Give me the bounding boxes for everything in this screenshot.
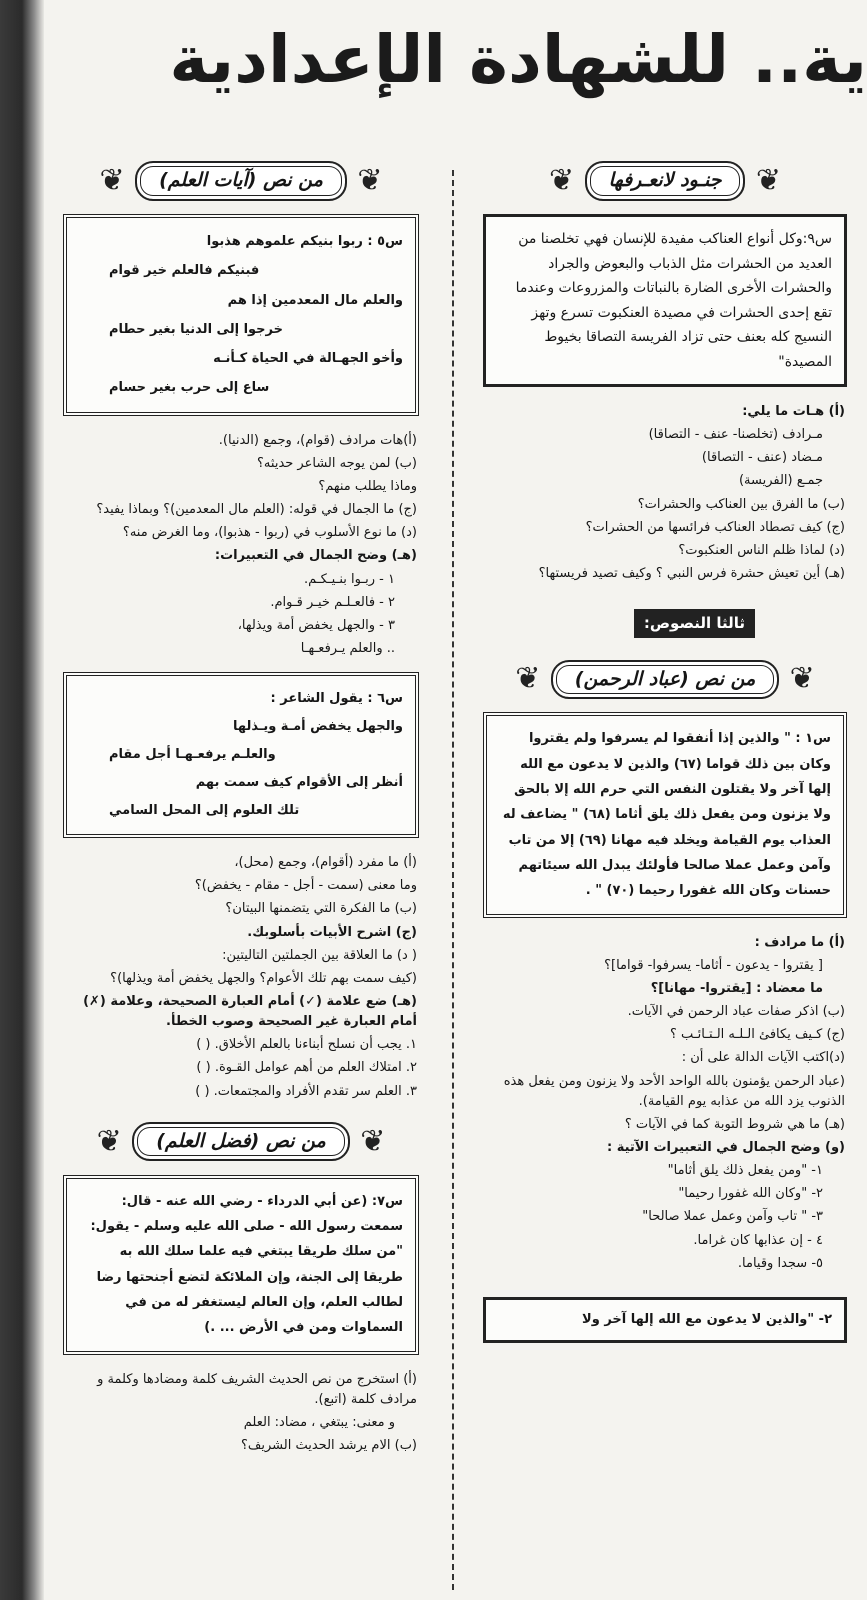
section-banner [63,156,419,206]
question-items [55,1365,427,1466]
question-box [483,214,847,387]
question-item: جمـع (الفريسة) [738,473,823,489]
question-box [63,1175,419,1355]
banner-title: من نص (آيات العلم) [135,161,347,200]
passage-text: ٢- "والذين لا يدعون مع الله إلها آخر ولا [582,1311,832,1327]
question-item: (هـ) أين تعيش حشرة فرس النبي ؟ وكيف تصيد فريستها؟ [538,565,845,581]
verse-line: والجهل يخفض أمـة ويـذلها [233,719,403,735]
ornament-icon: ❦ [360,1123,386,1159]
question-item: (ج) ما الجمال في قوله: (العلم مال المعدمين)؟ وبماذا يفيد؟ [96,502,417,518]
question-item: (د) لماذا ظلم الناس العنكبوت؟ [678,542,845,558]
column-divider [452,170,454,1590]
question-items [55,426,427,668]
question-label: س٥ : ربوا بنيكم علموهم هذبوا [206,234,403,249]
question-item: (أ) ما مرادف : [754,934,845,950]
ornament-icon: ❦ [357,163,383,198]
question-items [475,928,855,1283]
hadith-text: س٧: (عن أبي الدرداء - رضي الله عنه - قال: سمعت رسول الله - صلى الله عليه وسلم - يقول: "من سلك طريقا يبتغي فيه علما سلك الله به طريقا إلى الجنة، وإن الملائكة لتضع أجنحتها رضا لطالب العلم، وإن العالم ليستغفر له من في السماوات ومن في الأرض ... .) [90,1193,403,1336]
section-banner [483,156,847,206]
question-item: وماذا يطلب منهم؟ [318,479,417,495]
verse-line: خرجوا إلى الدنيا بغير حطام [109,321,283,337]
question-item: ٣ - والجهل يخفض أمة ويذلها، [237,617,395,633]
question-item: (عباد الرحمن يؤمنون بالله الواحد الأحد ولا يزنون ومن يفعل هذه الذنوب يزد الله من عذابه يوم القيامة). [503,1073,845,1109]
question-box [63,214,419,416]
question-item: (د) ما نوع الأسلوب في (ربوا - هذبوا)، وما الغرض منه؟ [122,525,417,541]
verse-line: وأخو الجهـالة في الحياة كـأنـه [213,351,403,367]
verse-line: والعلم مال المعدمين إذا هم [227,292,403,308]
question-item: (أ) ما مفرد (أقوام)، وجمع (محل)، [234,855,417,871]
question-item: (أ) هـات ما يلي: [742,404,845,419]
question-item: (ب) اذكر صفات عباد الرحمن في الآيات. [627,1004,845,1020]
ornament-icon: ❦ [96,1123,122,1159]
masthead-title: ية.. للشهادة الإعدادية [169,21,867,98]
question-item: (ب) الام يرشد الحديث الشريف؟ [241,1438,417,1454]
question-item: (ج) كـيف يكافئ الـلـه الـتـائـب ؟ [669,1027,845,1043]
binding-edge [0,0,44,1600]
question-item: (هـ) ما هي شروط التوبة كما في الآيات ؟ [624,1116,845,1132]
passage-text: س٩:وكل أنواع العناكب مفيدة للإنسان فهي تخلصنا من العديد من الحشرات مثل الذباب والبعوض والجراد والحشرات الأخرى الضارة بالنباتات والمزروعات وعندما تقع إحدى الحشرات في مصيدة العنكبوت تسرع وتهز النسيج كله بعنف حتى تزاد الفريسة التصاقا بخيوط المصيدة" [515,231,832,370]
question-item [59,1035,417,1055]
question-item: (أ) استخرج من نص الحديث الشريف كلمة ومضادها وكلمة و مرادف كلمة (اتبع). [97,1371,417,1407]
statement-text: ١. يجب أن نسلح أبناءنا بالعلم الأخلاق. [214,1037,417,1053]
statement-text: ٢. امتلاك العلم من أهم عوامل القـوة. [214,1060,417,1076]
question-box-cut [483,1297,847,1343]
question-items [55,848,427,1111]
question-item: ما معضاد : [يقتروا- مهانا]؟ [650,981,823,997]
question-box [63,672,419,838]
ornament-icon: ❦ [755,163,782,198]
ornament-icon: ❦ [548,163,575,198]
question-box [483,712,847,917]
section-subheading: ثالثا النصوص: [634,609,755,638]
verse-line: فبنيكم فالعلم خير قوام [109,263,260,279]
banner-title: من نص (فضل العلم) [132,1122,350,1161]
question-item: وما معنى (سمت - أجل - مقام - يخفض)؟ [194,878,417,894]
question-item: (ب) ما الفرق بين العناكب والحشرات؟ [637,496,845,512]
banner-title: جنـود لانعـرفها [585,161,746,200]
verse-line: ساع إلى حرب بغير حسام [109,380,270,396]
question-item: (هـ) وضح الجمال في التعبيرات: [214,548,417,564]
quran-text: س١ : " والذين إذا أنفقوا لم يسرفوا ولم يقتروا وكان بين ذلك قواما (٦٧) والذين لا يدعون مع الله إلها آخر ولا يقتلون النفس التي حرم الله إلا بالحق ولا يزنون ومن يفعل ذلك يلق أثاما (٦٨) " يضاعف له العذاب يوم القيامة ويخلد فيه مهانا (٦٩) إلا من تاب وآمن وعمل عملا صالحا فأولئك يبدل الله سيئاتهم حسنات وكان الله غفورا رحيما (٧٠) " . [502,731,831,899]
section-banner [63,1117,419,1167]
question-item: [ يقتروا - يدعون - أثاما- يسرفوا- قواما]؟ [604,957,823,973]
answer-blank: ( ) [195,1083,210,1099]
question-item: ١- "ومن يفعل ذلك يلق أثاما" [667,1163,823,1179]
question-item: (كيف سمت بهم تلك الأعوام؟ والجهل يخفض أمة ويذلها)؟ [110,970,417,986]
question-item [59,1058,417,1078]
question-item: (ب) ما الفكرة التي يتضمنها البيتان؟ [225,901,417,917]
question-item: مـرادف (تخلصنا- عنف - التصاقا) [648,427,823,443]
right-column [475,150,855,1600]
left-column [55,150,427,1600]
question-item: ٥- سجدا وقياما. [737,1255,823,1271]
question-item: (ج) كيف تصطاد العناكب فرائسها من الحشرات؟ [585,519,845,535]
verse-line: والعلـم يرفعـهـا أجل مقام [109,747,276,763]
question-item: و معنى: يبتغي ، مضاد: العلم [243,1415,395,1431]
question-item: (و) وضح الجمال في التعبيرات الآتية : [607,1140,845,1156]
question-item: ٣- " تاب وآمن وعمل عملا صالحا" [642,1209,823,1225]
question-item: ٤ - إن عذابها كان غراما. [693,1232,823,1248]
banner-title: من نص (عباد الرحمن) [551,660,779,699]
question-item: (ج) اشرح الأبيات بأسلوبك. [247,924,417,940]
answer-blank: ( ) [196,1037,211,1053]
question-item: (ب) لمن يوجه الشاعر حديثه؟ [257,455,417,471]
question-item: ١ - ربـوا بنـيـكـم. [304,571,395,587]
question-item [59,1082,417,1102]
verse-line: أنظر إلى الأقوام كيف سمت بهم [195,775,403,791]
question-items [475,397,855,593]
question-item: ٢- "وكان الله غفورا رحيما" [678,1186,823,1202]
question-item: .. والعلم يـرفعـهـا [300,641,395,657]
question-item: ( د) ما العلاقة بين الجملتين التاليتين: [222,947,417,963]
section-banner [483,654,847,704]
question-item: (أ)هات مرادف (قوام)، وجمع (الدنيا). [218,432,417,448]
ornament-icon: ❦ [99,163,125,198]
ornament-icon: ❦ [789,661,815,697]
ornament-icon: ❦ [515,661,541,697]
statement-text: ٣. العلم سر تقدم الأفراد والمجتمعات. [213,1083,417,1099]
verse-line: تلك العلوم إلى المحل السامي [109,803,300,819]
question-item: ٢ - فالعـلـم خيـر قـوام. [270,594,395,610]
question-item: (هـ) ضع علامة (✓) أمام العبارة الصحيحة، وعلامة (✗) أمام العبارة غير الصحيحة وصوب الخطأ. [83,994,417,1030]
question-item: مـضاد (عنف - التصاقا) [701,450,823,466]
answer-blank: ( ) [196,1060,211,1076]
question-item: (د)اكتب الآيات الدالة على أن : [681,1050,845,1066]
question-label: س٦ : يقول الشاعر : [270,691,403,707]
